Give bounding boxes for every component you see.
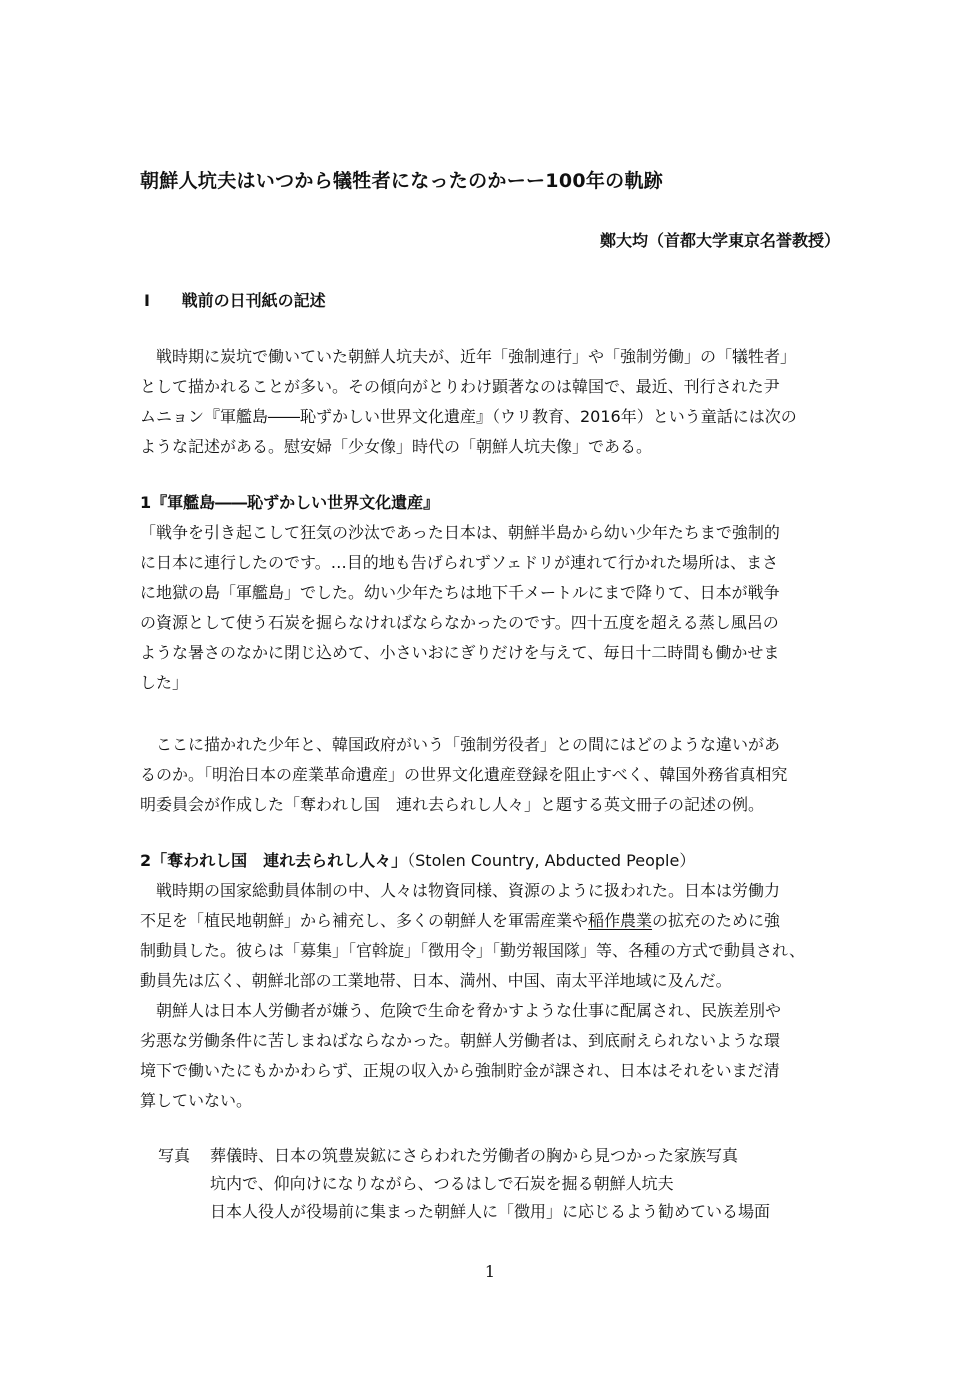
paragraph-line: 朝鮮人は日本人労働者が嫌う、危険で生命を脅かすような仕事に配属され、民族差別や xyxy=(140,1001,781,1020)
page-number: 1 xyxy=(484,1262,496,1281)
paragraph-line: 境下で働いたにもかかわらず、正規の収入から強制貯金が課され、日本はそれをいまだ清 xyxy=(140,1061,780,1080)
caption-line xyxy=(158,1170,770,1198)
middle-paragraph xyxy=(140,730,840,820)
paragraph-line-head: 不足を「植民地朝鮮」から補充し、多くの朝鮮人を軍需産業や xyxy=(140,911,589,930)
paragraph-line xyxy=(140,906,840,936)
quote-line: 「戦争を引き起こして狂気の沙汰であった日本は、朝鮮半島から幼い少年たちまで強制的 xyxy=(140,523,780,542)
section-number: Ⅰ xyxy=(144,291,150,310)
caption-text: 葬儀時、日本の筑豊炭鉱にさらわれた労働者の胸から見つかった家族写真 xyxy=(210,1146,739,1165)
paragraph-line: ムニョン『軍艦島――恥ずかしい世界文化遺産』（ウリ教育、2016年）という童話には次の xyxy=(140,407,797,426)
section-heading xyxy=(144,288,326,311)
caption-label: 写真 xyxy=(158,1146,191,1165)
paragraph-line: るのか。「明治日本の産業革命遺産」の世界文化遺産登録を阻止すべく、韓国外務省真相究 xyxy=(140,765,788,784)
quote-section xyxy=(140,488,840,698)
booklet-section xyxy=(140,846,840,1116)
quote-line: した」 xyxy=(140,673,189,692)
paragraph-line: 明委員会が作成した「奪われし国 連れ去られし人々」と題する英文冊子の記述の例。 xyxy=(140,795,765,814)
caption-line xyxy=(158,1142,770,1170)
paragraph-line: 算していない。 xyxy=(140,1091,253,1110)
paragraph-line: として描かれることが多い。その傾向がとりわけ顕著なのは韓国で、最近、刊行された尹 xyxy=(140,377,780,396)
paragraph-line: 戦時期に炭坑で働いていた朝鮮人坑夫が、近年「強制連行」や「強制労働」の「犠牲者」 xyxy=(140,347,797,366)
intro-paragraph xyxy=(140,342,840,462)
quote-line: に日本に連行したのです。…目的地も告げられずソェドリが連れて行かれた場所は、まさ xyxy=(140,553,779,572)
photo-captions xyxy=(158,1142,770,1226)
paragraph-line: 劣悪な労働条件に苦しまねばならなかった。朝鮮人労働者は、到底耐えられないような環 xyxy=(140,1031,781,1050)
paragraph-line-tail: の拡充のために強 xyxy=(652,911,781,930)
underlined-term: 稲作農業 xyxy=(588,911,653,930)
subsection-heading-2-en: （Stolen Country, Abducted People） xyxy=(407,851,696,870)
paragraph-line: ような記述がある。慰安婦「少女像」時代の「朝鮮人坑夫像」である。 xyxy=(140,437,653,456)
paragraph-line: 動員先は広く、朝鮮北部の工業地帯、日本、満州、中国、南太平洋地域に及んだ。 xyxy=(140,971,732,990)
quote-line: の資源として使う石炭を掘らなければならなかったのです。四十五度を超える蒸し風呂の xyxy=(140,613,779,632)
subsection-heading-1: 1『軍艦島――恥ずかしい世界文化遺産』 xyxy=(140,493,440,512)
caption-text: 坑内で、仰向けになりながら、つるはしで石炭を掘る朝鮮人坑夫 xyxy=(210,1174,674,1193)
caption-line xyxy=(158,1198,770,1226)
quote-line: に地獄の島「軍艦島」でした。幼い少年たちは地下千メートルにまで降りて、日本が戦争 xyxy=(140,583,780,602)
paragraph-line: ここに描かれた少年と、韓国政府がいう「強制労役者」との間にはどのような違いがあ xyxy=(140,735,781,754)
paragraph-line: 戦時期の国家総動員体制の中、人々は物資同様、資源のように扱われた。日本は労働力 xyxy=(140,881,781,900)
section-title: 戦前の日刊紙の記述 xyxy=(181,291,326,310)
quote-line: ような暑さのなかに閉じ込めて、小さいおにぎりだけを与えて、毎日十二時間も働かせま xyxy=(140,643,780,662)
caption-text: 日本人役人が役場前に集まった朝鮮人に「徴用」に応じるよう勧めている場面 xyxy=(210,1202,771,1221)
subsection-heading-2 xyxy=(140,846,840,876)
paragraph-line: 制動員した。彼らは「募集」「官斡旋」「徴用令」「勤労報国隊」等、各種の方式で動員され、 xyxy=(140,941,805,960)
subsection-heading-2-jp: 2「奪われし国 連れ去られし人々」 xyxy=(140,851,408,870)
document-title: 朝鮮人坑夫はいつから犠牲者になったのかーー100年の軌跡 xyxy=(140,170,664,192)
author-line: 鄭大均（首都大学東京名誉教授） xyxy=(599,231,840,250)
